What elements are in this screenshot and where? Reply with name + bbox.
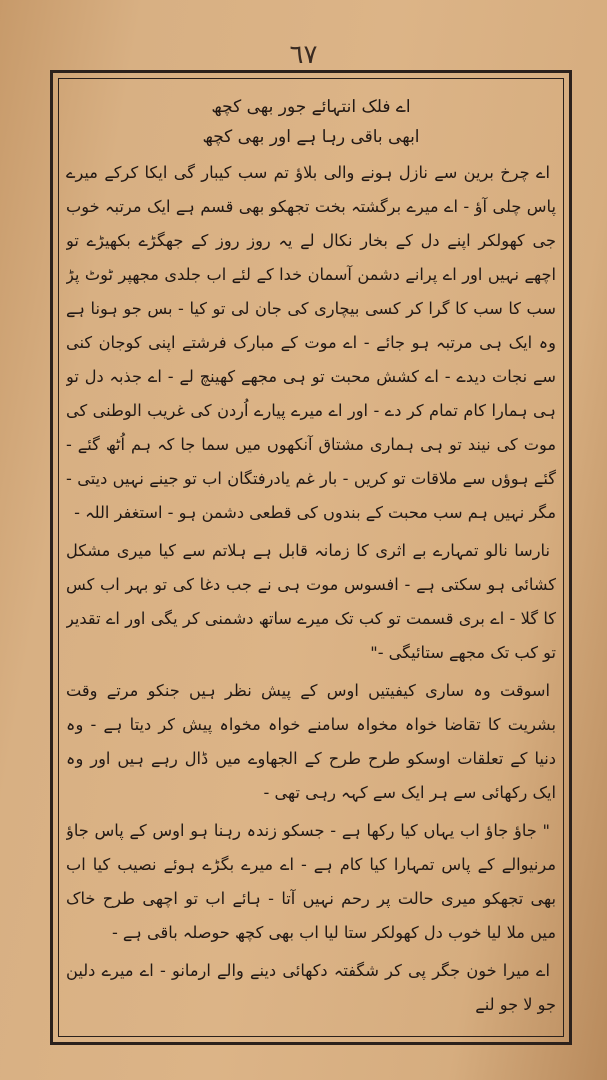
heading-line-2: ابھی باقی رہا ہے اور بھی کچھ (202, 127, 420, 147)
paragraph-5: اے میرا خون جگر پی کر شگفتہ دکھائی دینے والے ارمانو - اے میرے دلین جو لا جو لنے (66, 961, 556, 1014)
page-content (66, 92, 556, 1028)
page-number: ٦٧ (289, 40, 318, 70)
paragraph-4: " جاؤ جاؤ اب یہاں کیا رکھا ہے - جسکو زندہ رہنا ہو اوس کے پاس جاؤ مرنیوالے کے پاس تمہارا کیا کام ہے - اے میرے بگڑے ہوئے نصیب کیا اب بھی تجھکو میری حالت پر رحم نہیں آتا - ہائے اب تو اچھی طرح خاک میں ملا لیا خوب دل کھولکر ستا لیا اب بھی کچھ حوصلہ باقی ہے - (66, 821, 556, 942)
paragraph-1: اے چرخ برین سے نازل ہونے والی بلاؤ تم سب کیبار گی ایکا کرکے میرے پاس چلی آؤ - اے میرے برگشتہ بخت تجھکو بھی قسم ہے ایک مرتبہ خوب جی کھولکر اپنے دل کے بخار نکال لے یہ روز روز کے جھگڑے بکھیڑے تو اچھے نہیں اور اے پرانے دشمن آسمان خدا کے لئے اب جلدی مجھپر ٹوٹ پڑ سب کا سب کا گرا کر کسی بیچاری کی جان لی تو کیا - بس جو ہونا ہے وہ ایک ہی مرتبہ ہو جائے - اے موت کے مبارک فرشتے اپنی کوجان کنی سے نجات دیدے - اے کشش محبت تو ہی مجھے کھینچ لے - اے جذبہ دل تو ہی ہمارا کام تمام کر دے - اور اے میرے پیارے اُردن کی غریب الوطنی کی موت کی نیند تو ہی ہماری مشتاق آنکھوں میں سما جا کہ ہم اُٹھ گئے - گئے ہوؤں سے ملاقات تو کریں - بار غم یادرفتگان اب تو جینے نہیں دیتی - مگر نہیں ہم سب محبت کے بندوں کی قطعی دشمن ہو - استغفر اللہ - (66, 163, 556, 522)
paragraph-3: اسوقت وہ ساری کیفیتیں اوس کے پیش نظر ہیں جنکو مرتے وقت بشریت کا تقاضا خواہ مخواہ سامنے خواہ مخواہ پیش کر دیتا ہے - وہ دنیا کے تعلقات اوسکو طرح طرح کے الجھاوے میں ڈال رہے ہیں اور وہ ایک رکھائی سے ہر ایک سے کہہ رہی تھی - (66, 681, 556, 802)
heading-line-1: اے فلک انتہائے جور بھی کچھ (211, 97, 411, 117)
paragraph-2: نارسا نالو تمہارے بے اثری کا زمانہ قابل ہے ہلاتم سے کیا میری مشکل کشائی ہو سکتی ہے - افسوس موت ہی نے جب دغا کی تو بہر اب کس کا گلا - اے بری قسمت تو کب تک میرے ساتھ دشمنی کر یگی اور اے تقدیر تو کب تک مجھے ستائیگی -" (66, 541, 556, 662)
